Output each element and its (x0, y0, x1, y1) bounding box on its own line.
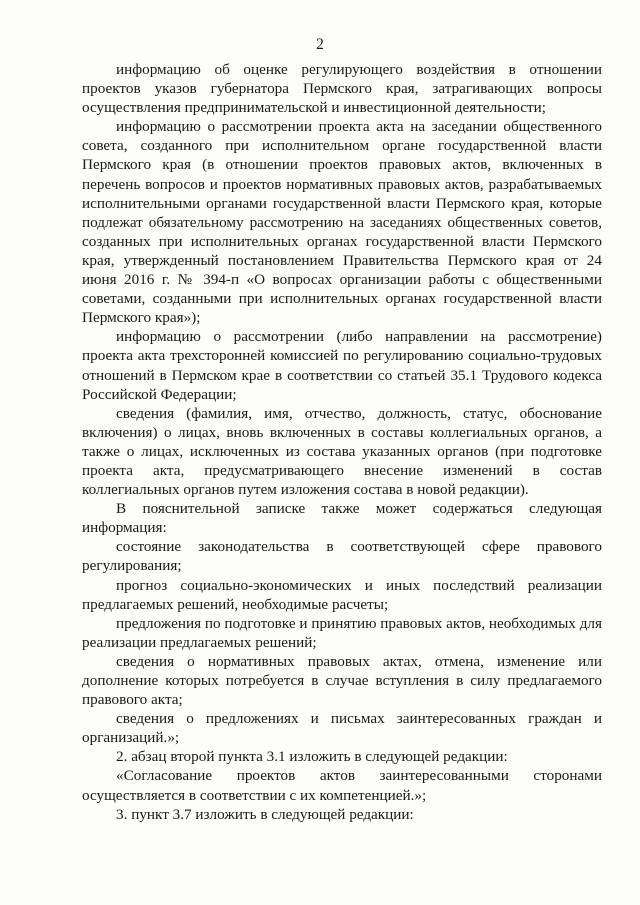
paragraph-legislation-state: состояние законодательства в соответствующей сфере правового регулирования; (82, 538, 602, 575)
paragraph-item-3: 3. пункт 3.7 изложить в следующей редакции: (116, 805, 414, 823)
page-number: 2 (316, 36, 324, 53)
paragraph-public-council: информацию о рассмотрении проекта акта на заседании общественного совета, созданного при исполнительном органе государственной власти Пермского края (в отношении проектов правовых актов, включенных в перечень вопросов и проектов нормативных правовых актов, разрабатываемых исполнительными органами государственной власти Пермского края, которые подлежат обязательному рассмотрению на заседаниях общественных советов, созданных при исполнительных органах государственной власти Пермского края, утвержденный постановлением Правительства Пермского края от 24 июня 2016 г. № 394-п «О вопросах организации работы с общественными советами, созданными при исполнительных органах государственной власти Пермского края»); (82, 118, 602, 327)
paragraph-proposals: предложения по подготовке и принятию правовых актов, необходимых для реализации предлагаемых решений; (82, 614, 602, 651)
paragraph-regulatory-impact: информацию об оценке регулирующего воздействия в отношении проектов указов губернатора Пермского края, затрагивающих вопросы осуществления предпринимательской и инвестиционной деятельности; (82, 61, 602, 117)
paragraph-forecast: прогноз социально-экономических и иных последствий реализации предлагаемых решений, необходимые расчеты; (82, 576, 602, 613)
paragraph-approval: «Согласование проектов актов заинтересованными сторонами осуществляется в соответствии с их компетенцией.»; (82, 767, 602, 804)
paragraph-item-2: 2. абзац второй пункта 3.1 изложить в следующей редакции: (116, 748, 508, 766)
paragraph-tripartite-commission: информацию о рассмотрении (либо направлении на рассмотрение) проекта акта трехсторонней комиссией по регулированию социально-трудовых отношений в Пермском крае в соответствии со статьей 35.1 Трудового кодекса Российской Федерации; (82, 328, 602, 403)
paragraph-collegial-bodies: сведения (фамилия, имя, отчество, должность, статус, обоснование включения) о лицах, вновь включенных в составы коллегиальных органов, а также о лицах, исключенных из состава указанных органов (при подготовке проекта акта, предусматривающего внесение изменений в состав коллегиальных органов путем изложения состава в новой редакции). (82, 404, 602, 499)
document-body (82, 60, 602, 824)
paragraph-citizen-letters: сведения о предложениях и письмах заинтересованных граждан и организаций.»; (82, 710, 602, 747)
paragraph-explanatory-note: В пояснительной записке также может содержаться следующая информация: (82, 500, 602, 537)
paragraph-normative-acts: сведения о нормативных правовых актах, отмена, изменение или дополнение которых потребуется в случае вступления в силу предлагаемого правового акта; (82, 652, 602, 709)
